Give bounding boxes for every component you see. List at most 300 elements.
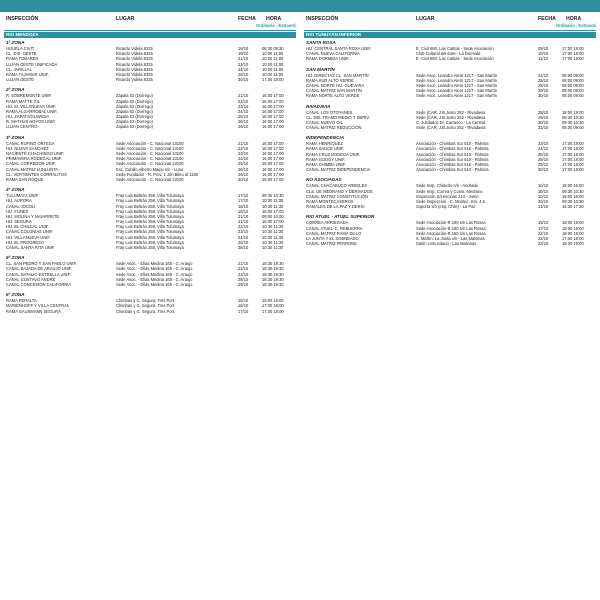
fecha-cell: 21/10 — [238, 219, 249, 225]
hora-cell: 16:00 17:00 — [262, 171, 284, 177]
group-spacer — [304, 62, 596, 65]
hora-cell: 16:00 17:00 — [262, 219, 284, 225]
inspeccion-cell: CANAL MATRIZ LUNLUNTA — [6, 166, 59, 172]
lugar-cell: Sede Asoc. - Elías Medina 165 - C. Araujo — [116, 261, 193, 267]
lugar-cell: Chimbas y G. Segura, Tres Port. — [116, 308, 176, 314]
hora-cell: 18:30 19:30 — [262, 261, 284, 267]
fecha-cell: 29/10 — [238, 281, 249, 287]
hora-cell: 08:00 09:00 — [562, 125, 584, 131]
hora-cell: 16:30 17:30 — [562, 204, 584, 210]
lugar-cell: S. Martín. La Junta s/n - Las Malvinas — [416, 235, 485, 241]
table-row — [304, 125, 596, 130]
hora-cell: 15:00 16:00 — [562, 183, 584, 189]
fecha-cell: 25/10 — [238, 161, 249, 167]
lugar-cell: Fray Luis Beltrán 258, Villa Tulumaya — [116, 203, 184, 209]
inspeccion-cell: R. MATHUS HOYOS UNIF. — [6, 119, 56, 125]
group-spacer — [4, 287, 296, 290]
fecha-cell: 17/10 — [238, 308, 249, 314]
hora-cell: 10:30 11:30 — [262, 203, 284, 209]
inspeccion-cell: PRIMAVERA RODEGAL UNIF. — [6, 156, 62, 162]
fecha-cell: 19/10 — [238, 51, 249, 57]
fecha-cell: 28/10 — [238, 71, 249, 77]
fecha-cell: 25/10 — [238, 239, 249, 245]
lugar-cell: Asociación - Chimbas Sur 510 - Palmira — [416, 146, 489, 152]
group-spacer — [304, 246, 596, 249]
hora-cell: 17:00 18:00 — [562, 51, 584, 57]
fecha-cell: 30/10 — [538, 198, 549, 204]
inspeccion-cell: RAMA TOBARES — [6, 56, 39, 62]
fecha-cell: 25/10 — [238, 114, 249, 120]
inspeccion-cell: LA JUNTA Y EL SOBNEADO — [306, 235, 359, 241]
hora-cell: 10:00 11:00 — [262, 61, 284, 67]
header-lugar: LUGAR — [116, 16, 135, 22]
lugar-cell: Sede (CAR, J.B.Justo 252 - Rivadavia — [416, 125, 486, 131]
fecha-cell: 29/10 — [238, 124, 249, 130]
header-hora: HORA — [566, 16, 582, 22]
lugar-cell: Ricardo Videla 8325 — [116, 66, 153, 72]
table-row — [304, 167, 596, 172]
inspeccion-cell: CANAL ATUEL-C. REBUERRA — [306, 225, 363, 231]
lugar-cell: Sede (CAR, J.B.Justo 252 - Rivadavia — [416, 109, 486, 115]
header-lugar: LUGAR — [416, 16, 435, 22]
lugar-cell: C. Jubilados Dr. Carrasco - La Central — [416, 119, 486, 125]
inspeccion-cell: HIJ. NUEVA SANCHEZ — [6, 145, 49, 151]
hora-cell: 08:00 09:00 — [562, 77, 584, 83]
lugar-cell: Sede Asociación - C. Nacional 13100 — [116, 161, 184, 167]
lugar-cell: Sede Asociación-R.160 s/n Las Rosas — [416, 220, 486, 226]
hora-cell: 16:00 17:00 — [262, 108, 284, 114]
lugar-cell: Asociación - Chimbas Sur 510 - Palmira — [416, 151, 489, 157]
table-row — [4, 282, 296, 287]
fecha-cell: 09/10 — [538, 46, 549, 51]
fecha-cell: 17/10 — [538, 225, 549, 231]
lugar-cell: Fray Luis Beltrán 258, Villa Tulumaya — [116, 234, 184, 240]
inspeccion-cell: HIJ. MOLINA Y NAVARRETE — [6, 213, 60, 219]
group-spacer — [4, 82, 296, 85]
fecha-cell: 28/10 — [538, 82, 549, 88]
hora-cell: 10:30 11:30 — [262, 229, 284, 235]
fecha-cell: 28/10 — [238, 245, 249, 250]
lugar-cell: Sede Insp. Correa y Const. Medrano — [416, 188, 483, 194]
lugar-cell: Ricardo Videla 8325 — [116, 77, 153, 83]
hora-cell: 18:00 19:00 — [562, 109, 584, 115]
fecha-cell: 23/10 — [538, 241, 549, 247]
inspeccion-cell: RAMA MATTE GIL — [6, 98, 41, 104]
lugar-cell: Ricardo Videla 8325 — [116, 71, 153, 77]
hora-cell: 09:30 10:30 — [562, 198, 584, 204]
inspeccion-cell: CANAL MATRIZ CONSTITUCIÓN — [306, 193, 368, 199]
inspeccion-cell: CANAL COLONIAS UNIF. — [6, 229, 54, 235]
hora-cell: 16:00 17:00 — [262, 140, 284, 146]
zone-heading: SANTA ROSA — [306, 40, 336, 45]
zone-heading: INDEPENDENCIA — [306, 135, 345, 141]
hora-cell: 10:00 11:00 — [262, 66, 284, 72]
inspeccion-cell: TULUMAYA UNIF. — [6, 193, 39, 199]
group-spacer — [304, 209, 596, 212]
hora-cell: 18:00 19:00 — [562, 230, 584, 236]
zone-heading: 1ª ZONA — [6, 40, 25, 45]
lugar-cell: Sede Asoc. - Elías Medina 165 - C. Araujo — [116, 276, 193, 282]
lugar-cell: Salón comunitario - Las Malvinas — [416, 241, 477, 247]
header-fecha: FECHA — [238, 16, 256, 22]
hora-cell: 17:00 18:00 — [262, 303, 284, 309]
fecha-cell: 21/10 — [238, 261, 249, 267]
fecha-cell: 28/10 — [238, 166, 249, 172]
inspeccion-cell: CANAL RUFINO ORTEGA — [6, 140, 55, 146]
zone-heading: 2ª ZONA — [6, 87, 25, 93]
fecha-cell: 21/10 — [238, 93, 249, 99]
inspeccion-cell: CANAL MATRIZ PERRONE — [306, 241, 357, 247]
inspeccion-cell: NACIENTE CHACHINGO UNIF. — [6, 151, 65, 156]
fecha-cell: 15/10 — [538, 220, 549, 226]
inspeccion-cell: RAMA SAUCE UNIF. — [306, 146, 345, 152]
inspeccion-cell: HIJ. M. VILLANUEVA UNIF. — [6, 103, 57, 109]
lugar-cell: Asociación - Chimbas Sur 510 - Palmira — [416, 162, 489, 167]
inspeccion-cell: RAMA GAUSMANN SEGURA — [6, 308, 61, 314]
fecha-cell: 23/10 — [238, 271, 249, 277]
inspeccion-cell: CLS. DE MEDRANO Y DERIVADOS — [306, 188, 373, 194]
zone-heading: NO ASOCIADAS — [306, 177, 342, 183]
group-spacer — [4, 182, 296, 185]
inspeccion-cell: MARIENHOFF Y VILLA CENTRAL — [6, 303, 70, 309]
lugar-cell: Asociación - Chimbas Sur 510 - Palmira — [416, 167, 489, 173]
lugar-cell: Fray Luis Beltrán 258, Villa Tulumaya — [116, 208, 184, 214]
lugar-cell: Zapala 53 (Dorrego) — [116, 119, 153, 125]
inspeccion-cell: CANAL MATRIZ SAN MARTÍN — [306, 88, 362, 94]
fecha-cell: 24/10 — [238, 66, 249, 72]
fecha-cell: 10/10 — [538, 193, 549, 199]
lugar-cell: Zapala 53 (Dorrego) — [116, 103, 153, 109]
hora-cell: 16:00 17:00 — [262, 145, 284, 151]
left-schedule — [4, 40, 296, 317]
inspeccion-cell: RAMA MONTECASEROS — [306, 198, 354, 204]
lugar-cell: Sede Asoc. Leandro Alem 1217 - San Martín — [416, 93, 498, 99]
lugar-cell: Sede Asociación - C. Nacional 13100 — [116, 145, 184, 151]
lugar-cell: Fray Luis Beltrán 258, Villa Tulumaya — [116, 213, 184, 219]
fecha-cell: 23/10 — [238, 61, 249, 67]
lugar-cell: Sede Asoc. Leandro Alem 1217 - San Martín — [416, 72, 498, 78]
inspeccion-cell: R. SOBREMONTE UNIF. — [6, 93, 52, 99]
hora-cell: 10:30 11:30 — [262, 239, 284, 245]
lugar-cell: Fray Luis Beltrán 258, Villa Tulumaya — [116, 224, 184, 230]
hora-cell: 17:00 18:00 — [562, 56, 584, 62]
fecha-cell: 24/10 — [238, 234, 249, 240]
hora-cell: 09:30 10:30 — [562, 188, 584, 194]
fecha-cell: 22/10 — [538, 235, 549, 241]
inspeccion-cell: LUJÁN OESTE UNIFICADA — [6, 61, 58, 67]
lugar-cell: Fray Luis Beltrán 258, Villa Tulumaya — [116, 198, 184, 204]
hora-cell: 18:00 19:00 — [562, 220, 584, 226]
lugar-cell: Soporta s/n (esq. Chile) - La Paz — [416, 204, 476, 210]
fecha-cell: 18/10 — [538, 188, 549, 194]
hora-cell: 17:00 18:00 — [262, 77, 284, 83]
zone-heading: 5ª ZONA — [6, 255, 25, 261]
fecha-cell: 29/10 — [538, 88, 549, 94]
fecha-cell: 21/10 — [238, 213, 249, 219]
inspeccion-cell: CANAL NATALIO ESTRELLA UNIF. — [6, 271, 71, 277]
group-spacer — [4, 130, 296, 133]
fecha-cell: 23/10 — [538, 141, 549, 147]
inspeccion-cell: HIJ. EL CHILCAL UNIF. — [6, 224, 49, 230]
fecha-cell: 18/10 — [238, 46, 249, 51]
fecha-cell: 30/10 — [538, 119, 549, 125]
lugar-cell: Sede Asociación - C. Nacional 13100 — [116, 156, 184, 162]
inspeccion-cell: HIJUELA CIVIT — [6, 46, 35, 51]
fecha-cell: 24/10 — [538, 72, 549, 78]
lugar-cell: Zapala 53 (Dorrego) — [116, 108, 153, 114]
lugar-cell: Sede Asociación-R.160 s/n Las Rosas — [416, 225, 486, 231]
section-band: RIO MENDOZA — [4, 32, 296, 38]
hora-cell: 10:30 11:30 — [262, 234, 284, 240]
inspeccion-cell: HIJ. DIRECTAS CL. SAN MARTÍN — [306, 72, 369, 78]
lugar-cell: Sede Asoc. Leandro Alem 1217 - San Martín — [416, 77, 498, 83]
lugar-cell: Zapala 53 (Dorrego) — [116, 98, 153, 104]
fecha-cell: 21/10 — [238, 56, 249, 62]
fecha-cell: 24/10 — [538, 146, 549, 152]
zone-heading: 4ª ZONA — [6, 187, 25, 193]
inspeccion-cell: HIJ. FUNES — [6, 208, 29, 214]
hora-cell: 15:00 16:00 — [262, 298, 284, 304]
hora-cell: 18:00 19:00 — [562, 225, 584, 231]
group-spacer — [304, 172, 596, 175]
right-schedule — [304, 40, 596, 249]
table-row — [4, 177, 296, 182]
inspeccion-cell: CANAL JOCOLÍ — [6, 203, 36, 209]
table-header — [4, 14, 296, 31]
inspeccion-cell: RAMA TAJAMAR UNIF. — [6, 71, 49, 77]
inspeccion-cell: CL. DIS. OESTE — [6, 51, 37, 57]
hora-cell: 09:30 10:30 — [562, 114, 584, 120]
lugar-cell: Esc. Cubillo Alberto Maipu s/n - Luna — [116, 166, 184, 172]
lugar-cell: Chimbas y G. Segura, Tres Port. — [116, 303, 176, 309]
group-spacer — [304, 99, 596, 102]
lugar-cell: Fray Luis Beltrán 258, Villa Tulumaya — [116, 229, 184, 235]
lugar-cell: Ricardo Videla 8325 — [116, 56, 153, 62]
lugar-cell: Ricardo Videla 8325 — [116, 51, 153, 57]
fecha-cell: 30/10 — [538, 93, 549, 99]
fecha-cell: 24/10 — [238, 156, 249, 162]
inspeccion-cell: RAMA NORTE ALTO VERDE — [306, 93, 360, 99]
hora-cell: 17:00 18:00 — [562, 162, 584, 167]
lugar-cell: Sede Fundador - R. Prov. 1 Jón Bileu al 1150 — [116, 171, 198, 177]
inspeccion-cell: RAMA HENRÍQUEZ — [306, 141, 343, 147]
zone-heading: 3ª ZONA — [6, 134, 25, 140]
hora-cell: 09:30 10:30 — [562, 119, 584, 125]
hora-cell: 17:00 18:00 — [562, 151, 584, 157]
group-spacer — [4, 250, 296, 253]
lugar-cell: Ricardo Videla 8325 — [116, 61, 153, 67]
inspeccion-cell: CANAL CORREDOR UNIF. — [6, 161, 56, 167]
header-inspeccion: INSPECCIÓN — [306, 16, 339, 22]
inspeccion-cell: CORREA ARRIEGADA — [306, 220, 349, 226]
table-row — [304, 241, 596, 246]
fecha-cell: 15/10 — [238, 298, 249, 304]
inspeccion-cell: RAMA ALGARROBAL UNIF. — [6, 108, 58, 114]
fecha-cell: 18/10 — [238, 208, 249, 214]
fecha-cell: 30/10 — [538, 167, 549, 173]
header-hora: HORA — [266, 16, 282, 22]
hora-cell: 16:00 17:00 — [262, 124, 284, 130]
inspeccion-cell: CL. DEL TRAMO MEDIO Y DERIV. — [306, 114, 370, 120]
table-row — [4, 245, 296, 250]
lugar-cell: Zapala 53 (Dorrego) — [116, 124, 153, 130]
lugar-cell: Inspección S/Lencinas 214 - Junín — [416, 193, 479, 199]
hora-cell: 17:00 18:00 — [562, 156, 584, 162]
inspeccion-cell: CANAL CHACABUCO ARBOLES — [306, 183, 368, 189]
fecha-cell: 22/10 — [538, 230, 549, 236]
hora-cell: 16:00 17:00 — [262, 119, 284, 125]
lugar-cell: Sede Asociación-R.160 s/n Las Rosas — [416, 230, 486, 236]
fecha-cell: 28/10 — [538, 109, 549, 115]
table-row — [4, 309, 296, 314]
hora-cell: 17:00 18:00 — [562, 146, 584, 152]
fecha-cell: 10/10 — [538, 51, 549, 57]
hora-cell: 18:00 19:00 — [562, 241, 584, 247]
hora-cell: 18:30 19:30 — [262, 276, 284, 282]
hora-cell: 09:30 10:30 — [262, 193, 284, 199]
lugar-cell: Fray Luis Beltrán 258, Villa Tulumaya — [116, 219, 184, 225]
inspeccion-cell: RAMA CHIMBA UNIF. — [306, 162, 346, 167]
group-spacer — [4, 314, 296, 317]
fecha-cell: 16/10 — [238, 303, 249, 309]
lugar-cell: Fray Luis Beltrán 258, Villa Tulumaya — [116, 239, 184, 245]
inspeccion-cell: RAMA PERALTA — [6, 298, 37, 304]
fecha-cell: 23/10 — [238, 103, 249, 109]
fecha-cell: 17/10 — [238, 198, 249, 204]
fecha-cell: 17/10 — [238, 193, 249, 199]
lugar-cell: Sede Asociación - C. Nacional 13100 — [116, 176, 184, 182]
hora-cell: 10:00 11:00 — [262, 51, 284, 57]
lugar-cell: Zapala 53 (Dorrego) — [116, 93, 153, 99]
zone-heading: SAN MARTÍN — [306, 66, 335, 72]
inspeccion-cell: HIJ. SEGURA — [6, 219, 32, 225]
header-inspeccion: INSPECCIÓN — [6, 16, 39, 22]
fecha-cell: 18/10 — [238, 203, 249, 209]
lugar-cell: Asociación - Chimbas Sur 510 - Palmira — [416, 156, 489, 162]
group-spacer — [304, 130, 596, 133]
inspeccion-cell: CANAL GUSTAVO ANDRÉ — [6, 276, 56, 282]
hora-cell: 17:00 18:00 — [562, 167, 584, 173]
fecha-cell: 11/10 — [538, 56, 548, 62]
inspeccion-cell: CANAL CONCESIÓN CALIFORNIA — [6, 281, 72, 287]
section-band: RIO TUNUYÁN INFERIOR — [304, 32, 596, 38]
inspeccion-cell: RAMA GODOY UNIF. — [306, 156, 346, 162]
inspeccion-cell: RAMA CRUZ BODEGA UNIF. — [306, 151, 360, 157]
lugar-cell: E. Civit 660, Las Catitas - Sede Asociación — [416, 46, 494, 51]
hora-cell: 17:00 18:00 — [562, 141, 584, 147]
lugar-cell: E. Civit 660, Las Catitas - Sede Asociación — [416, 56, 494, 62]
inspeccion-cell: CANAL BAJADA DE ARAUJO UNIF. — [6, 266, 73, 272]
fecha-cell: 28/10 — [538, 156, 549, 162]
lugar-cell: Fray Luis Beltrán 258, Villa Tulumaya — [116, 193, 184, 199]
header-fecha: FECHA — [538, 16, 556, 22]
hora-cell: 10:30 11:30 — [262, 198, 284, 204]
lugar-cell: Sede Asoc. Leandro Alem 1217 - San Martín — [416, 82, 498, 88]
top-banner — [0, 0, 600, 12]
inspeccion-cell: CANAL LOS OTOYANES — [306, 109, 353, 115]
inspeccion-cell: CANAL NUEVO GIL — [306, 119, 343, 125]
lugar-cell: Asociación - Chimbas Sur 510 - Palmira — [416, 141, 489, 147]
inspeccion-cell: CANAL SANTA RITA UNIF. — [6, 245, 56, 250]
fecha-cell: 29/10 — [538, 114, 549, 120]
fecha-cell: 23/10 — [238, 151, 249, 156]
fecha-cell: 31/10 — [538, 125, 549, 131]
hora-cell: 10:00 11:00 — [262, 56, 284, 62]
hora-cell: 08:00 09:00 — [562, 82, 584, 88]
inspeccion-cell: HIJ. CENTRAL SANTA ROSA UNIF. — [306, 46, 372, 51]
inspeccion-cell: CANAL MATRIZ RAMA DILLO — [306, 230, 362, 236]
table-row — [304, 56, 596, 61]
inspeccion-cell: RAMA SUR ALTO VERDE — [306, 77, 354, 83]
fecha-cell: 21/10 — [238, 140, 249, 146]
hora-cell: 17:00 18:00 — [262, 308, 284, 314]
lugar-cell: Chimbas y G. Segura, Tres Port. — [116, 298, 176, 304]
inspeccion-cell: CL. SAN PEDRO Y SAN PABLO UNIF. — [6, 261, 77, 267]
inspeccion-cell: HIJ. EL PROGRESO — [6, 239, 45, 245]
hora-cell: 08:30 09:30 — [262, 46, 284, 51]
hora-cell: 17:00 18:00 — [562, 46, 584, 51]
fecha-cell: 30/10 — [238, 77, 249, 83]
right-column — [304, 14, 596, 249]
inspeccion-cell: CL. JARILLAL — [6, 66, 32, 72]
inspeccion-cell: CANAL NUEVA CALIFORNIA — [306, 51, 360, 57]
table-row — [304, 204, 596, 209]
fecha-cell: 29/10 — [538, 162, 549, 167]
inspeccion-cell: CANAL NORTE HIJ. GUEVARA — [306, 82, 365, 88]
fecha-cell: 22/10 — [238, 145, 249, 151]
zone-heading: 6ª ZONA — [6, 292, 25, 298]
hora-cell: 17:00 18:00 — [562, 235, 584, 241]
inspeccion-cell: HIJ. AURORA — [6, 198, 32, 204]
fecha-cell: 24/10 — [238, 108, 249, 114]
inspeccion-cell: CANAL MATRIZ INDEPENDENCIA — [306, 167, 371, 173]
inspeccion-cell: HIJ. VILLANUEVA UNIF. — [6, 234, 51, 240]
inspeccion-cell: RAMALES DE LA PAZ Y DERIV. — [306, 204, 366, 210]
hora-cell: 08:00 09:00 — [562, 88, 584, 94]
fecha-cell: 10/10 — [538, 183, 549, 189]
lugar-cell: Sede Asociación - C. Nacional 13100 — [116, 151, 184, 156]
hora-cell: 08:00 09:00 — [562, 72, 584, 78]
hora-cell: 18:30 19:30 — [262, 266, 284, 272]
hora-cell: 16:00 17:00 — [262, 93, 284, 99]
hora-cell: 16:00 17:00 — [262, 208, 284, 214]
lugar-cell: Sede Asoc. Leandro Alem 1217 - San Martín — [416, 88, 498, 94]
hora-cell: 16:00 17:00 — [262, 103, 284, 109]
fecha-cell: 28/10 — [238, 119, 249, 125]
hora-cell: 08:00 09:00 — [562, 93, 584, 99]
inspeccion-cell: RAMA SAN ROQUE — [6, 176, 44, 182]
lugar-cell: Sede (CAR, J.B.Justo 252 - Rivadavia — [416, 114, 486, 120]
fecha-cell: 28/10 — [238, 276, 249, 282]
hora-cell: 16:00 17:00 — [262, 114, 284, 120]
hora-cell: 16:00 17:00 — [262, 151, 284, 156]
inspeccion-cell: LUJÁN CENTRO — [6, 124, 38, 130]
hora-cell: 09:00 10:00 — [262, 213, 284, 219]
lugar-cell: Sede Insp. Chilecito s/n - Andrade — [416, 183, 478, 189]
hora-cell: 10:30 11:30 — [262, 245, 284, 250]
fecha-cell: 22/10 — [238, 224, 249, 230]
hora-cell: 16:00 17:00 — [262, 156, 284, 162]
hora-cell: 16:00 17:00 — [262, 161, 284, 167]
hora-cell: 10:30 11:30 — [262, 224, 284, 230]
zone-heading: RIVADAVIA — [306, 103, 331, 109]
lugar-cell: Fray Luis Beltrán 258, Villa Tulumaya — [116, 245, 184, 250]
fecha-cell: 30/10 — [238, 176, 249, 182]
fecha-cell: 31/10 — [538, 204, 549, 210]
lugar-cell: Club Cultural del Este - La Dormida — [416, 51, 481, 57]
table-header — [304, 14, 596, 31]
lugar-cell: Ricardo Videla 8325 — [116, 46, 153, 51]
